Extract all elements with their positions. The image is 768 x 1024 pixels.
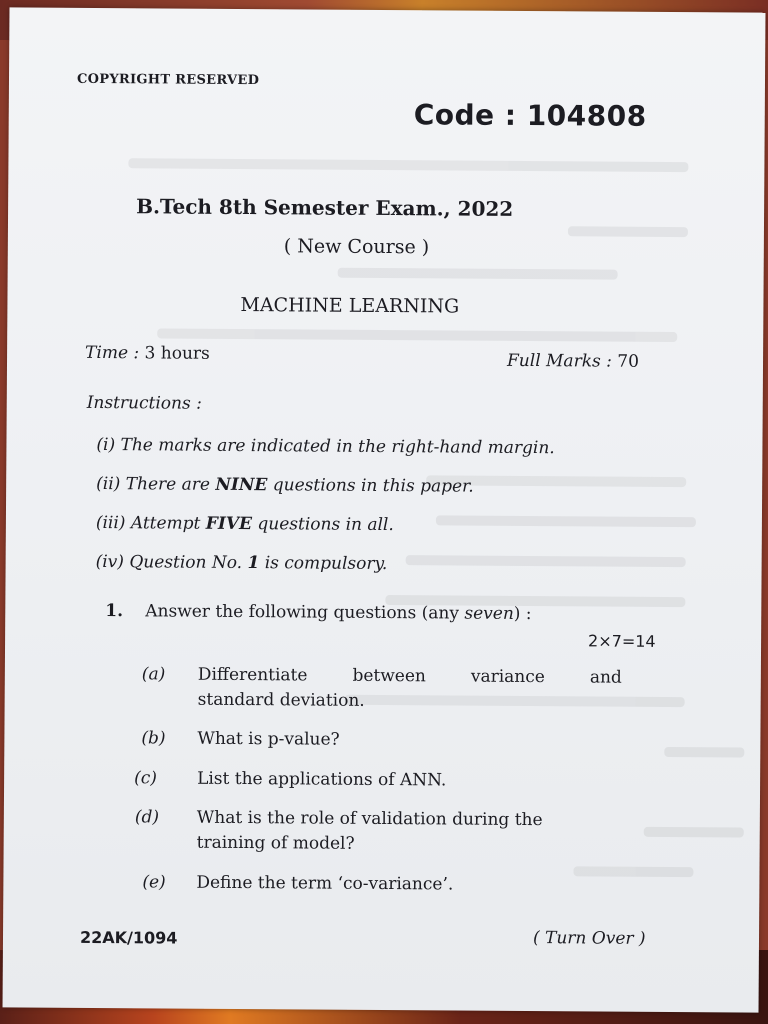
exam-title: B.Tech 8th Semester Exam., 2022 xyxy=(136,194,514,221)
subquestion-text: List the applications of ANN. xyxy=(197,768,447,791)
subquestion-label: (b) xyxy=(141,728,166,749)
time-label: Time : xyxy=(85,342,140,364)
exam-paper xyxy=(3,7,766,1012)
instruction-text: There are xyxy=(125,474,216,495)
subquestion-text: Define the term ‘co-variance’. xyxy=(196,872,454,895)
subquestion-text-line2: training of model? xyxy=(196,832,355,854)
paper-code: Code : 104808 xyxy=(413,98,647,133)
instruction-emphasis: NINE xyxy=(215,474,268,496)
instruction-text: Question No. xyxy=(129,552,248,574)
bleed-through-text xyxy=(3,7,766,1012)
subquestion-text: What is p-value? xyxy=(197,728,340,750)
question-text-emphasis: seven xyxy=(464,603,514,624)
instruction-text: questions in all. xyxy=(251,514,394,536)
instruction-number: (ii) xyxy=(96,473,121,495)
subquestion-word: and xyxy=(589,667,622,688)
instructions-heading: Instructions : xyxy=(86,392,202,414)
instruction-text: Attempt xyxy=(130,513,206,534)
subquestion-label: (e) xyxy=(142,872,166,893)
instruction-item xyxy=(96,513,394,535)
question-text-part: ) : xyxy=(513,603,532,625)
instruction-emphasis: 1 xyxy=(247,553,260,574)
turn-over-note: ( Turn Over ) xyxy=(532,928,646,949)
subquestion-text-line2: standard deviation. xyxy=(197,689,365,711)
question-text-part: Answer the following questions (any xyxy=(145,601,465,624)
subquestion-text: What is the role of validation during the xyxy=(196,807,543,831)
question-marks: 2×7=14 xyxy=(588,631,656,651)
instruction-item xyxy=(96,552,388,574)
footer-code: 22AK/1094 xyxy=(79,927,178,948)
full-marks xyxy=(507,351,639,372)
marks-label: Full Marks : xyxy=(506,350,612,372)
question-text xyxy=(145,601,531,624)
time-value: 3 hours xyxy=(144,343,210,364)
copyright-notice: COPYRIGHT RESERVED xyxy=(76,71,260,89)
subquestion-label: (d) xyxy=(134,807,160,828)
subject-title: MACHINE LEARNING xyxy=(240,293,460,318)
course-type: ( New Course ) xyxy=(283,235,430,259)
marks-value: 70 xyxy=(617,351,640,372)
instruction-text: is compulsory. xyxy=(259,553,388,575)
instruction-number: (iv) xyxy=(95,551,125,573)
instruction-number: (iii) xyxy=(95,512,126,534)
subquestion-label: (a) xyxy=(141,664,166,685)
question-number: 1. xyxy=(105,601,124,622)
subquestion-word: Differentiate xyxy=(197,664,308,686)
subquestion-word: between xyxy=(352,665,426,687)
instruction-number: (i) xyxy=(96,434,116,456)
time-allowed xyxy=(85,343,210,364)
instruction-item xyxy=(96,435,554,458)
subquestion-text xyxy=(198,665,622,688)
subquestion-word: variance xyxy=(470,666,545,688)
instruction-emphasis: FIVE xyxy=(205,513,253,535)
instruction-item xyxy=(96,474,474,497)
subquestion-label: (c) xyxy=(134,768,157,789)
instruction-text: The marks are indicated in the right-hand margin. xyxy=(120,435,555,459)
instruction-text: questions in this paper. xyxy=(267,475,474,497)
